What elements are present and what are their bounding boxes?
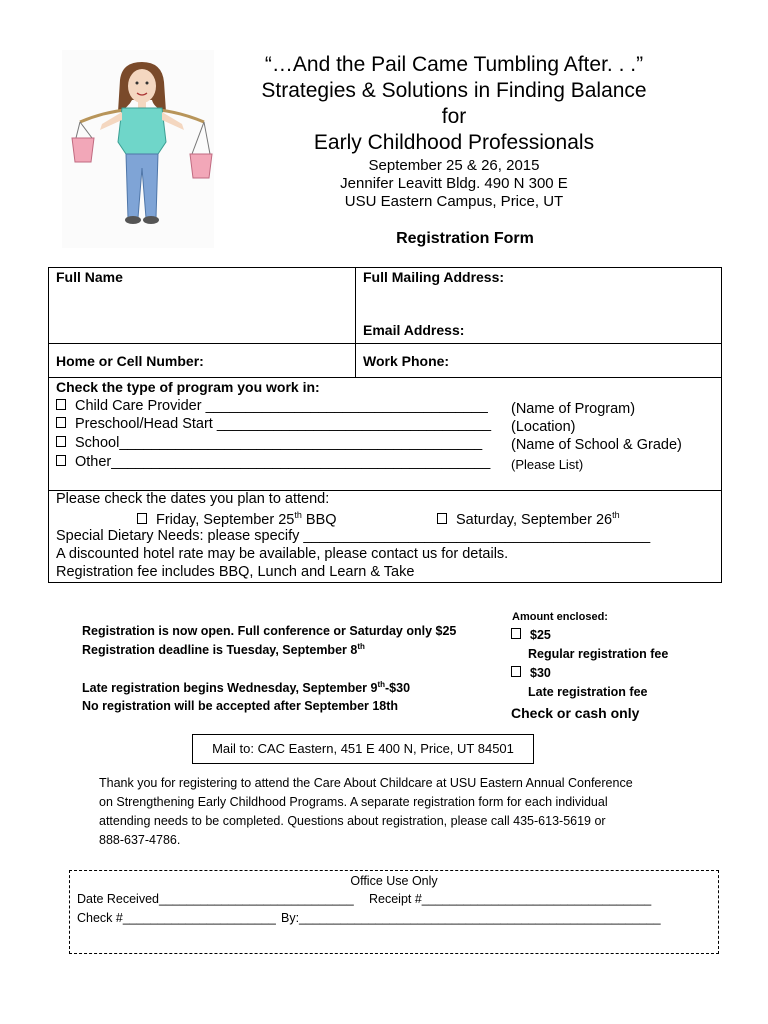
checkbox[interactable] [511,628,521,639]
mailing-address-label: Full Mailing Address: [363,269,505,285]
girl-carrying-pails-illustration [62,50,214,248]
reg-info-line4: No registration will be accepted after September 18th [82,699,399,713]
program-label: Child Care Provider [75,398,202,414]
thanks-line4: 888-637-4786. [99,833,181,847]
fee-note: Registration fee includes BBQ, Lunch and Learn & Take [56,564,415,580]
saturday-option[interactable] [437,510,620,528]
thanks-line3: attending needs to be completed. Questions about registration, please call 435-613-5619 or [99,814,606,828]
event-title-line2: Strategies & Solutions in Finding Balance [261,79,647,102]
fill-line: __________________________________ [216,416,492,432]
date-received-field[interactable]: Date Received____________________________ [77,892,354,906]
dietary-needs: Special Dietary Needs: please specify ___________________________________________ [56,528,651,544]
superscript: th [357,642,365,651]
email-label: Email Address: [363,322,465,338]
program-note: (Location) [511,419,576,435]
divider [355,267,356,378]
amount-desc: Regular registration fee [528,647,669,661]
receipt-field[interactable]: Receipt #_________________________________ [369,892,652,906]
fill-line: _____________________________________________ [119,435,483,451]
checkbox[interactable] [56,417,66,428]
full-name-label: Full Name [56,269,123,285]
program-note: (Name of Program) [511,401,636,417]
superscript: th [294,510,302,520]
payment-method: Check or cash only [511,705,640,721]
program-label: School [75,435,120,451]
amount-option-30[interactable] [511,666,551,680]
event-location: Jennifer Leavitt Bldg. 490 N 300 E [340,175,568,192]
event-dates: September 25 & 26, 2015 [368,157,540,174]
by-field[interactable]: By:____________________________________________________ [281,911,661,925]
program-label: Preschool/Head Start [75,416,213,432]
event-title-line3: for [441,105,467,128]
program-option-child-care[interactable] [56,398,488,414]
event-title-line1: “…And the Pail Came Tumbling After. . .” [264,53,644,76]
checkbox[interactable] [56,436,66,447]
divider [48,343,722,344]
work-phone-label: Work Phone: [363,353,450,369]
registration-form-title: Registration Form [396,230,534,247]
amount-heading: Amount enclosed: [512,611,608,623]
event-campus: USU Eastern Campus, Price, UT [344,193,564,210]
program-option-school[interactable] [56,435,482,451]
reg-info-suffix: -$30 [385,681,411,696]
illustration-svg [62,50,214,248]
amount-value: $30 [530,666,551,680]
reg-info-text: Registration deadline is Tuesday, September 8 [82,643,358,658]
superscript: th [377,680,386,689]
program-label: Other [75,454,112,470]
program-option-other[interactable] [56,454,490,470]
program-heading: Check the type of program you work in: [56,379,320,395]
reg-info-line3 [82,680,410,695]
program-note: (Please List) [511,457,584,472]
checkbox[interactable] [56,399,66,410]
thanks-line2: on Strengthening Early Childhood Programs. A separate registration form for each individual [99,795,608,809]
fill-line: ___________________________________ [205,398,488,414]
event-title-line4: Early Childhood Professionals [313,131,595,154]
amount-option-25[interactable] [511,628,551,642]
friday-label: Friday, September 25 [156,511,295,528]
superscript: th [612,510,620,520]
phone-label: Home or Cell Number: [56,353,204,369]
check-number-field[interactable]: Check #______________________ [77,911,276,925]
amount-value: $25 [530,628,551,642]
checkbox[interactable] [56,455,66,466]
thanks-line1: Thank you for registering to attend the Care About Childcare at USU Eastern Annual Conference [99,776,633,790]
program-note: (Name of School & Grade) [511,437,682,453]
divider [48,377,722,378]
dates-heading: Please check the dates you plan to attend: [56,491,330,507]
office-title: Office Use Only [350,874,438,888]
program-option-preschool[interactable] [56,416,491,432]
amount-desc: Late registration fee [528,685,648,699]
friday-option[interactable] [137,510,337,528]
checkbox[interactable] [511,666,521,677]
checkbox[interactable] [137,513,147,524]
reg-info-line1: Registration is now open. Full conference or Saturday only $25 [82,624,457,638]
reg-info-line2 [82,642,365,657]
friday-suffix: BBQ [301,511,337,528]
mail-to-box: Mail to: CAC Eastern, 451 E 400 N, Price, UT 84501 [192,734,534,764]
fill-line: _______________________________________________ [111,454,491,470]
checkbox[interactable] [437,513,447,524]
reg-info-text: Late registration begins Wednesday, September 9 [82,681,378,696]
saturday-label: Saturday, September 26 [456,511,613,528]
hotel-note: A discounted hotel rate may be available, please contact us for details. [56,546,509,562]
